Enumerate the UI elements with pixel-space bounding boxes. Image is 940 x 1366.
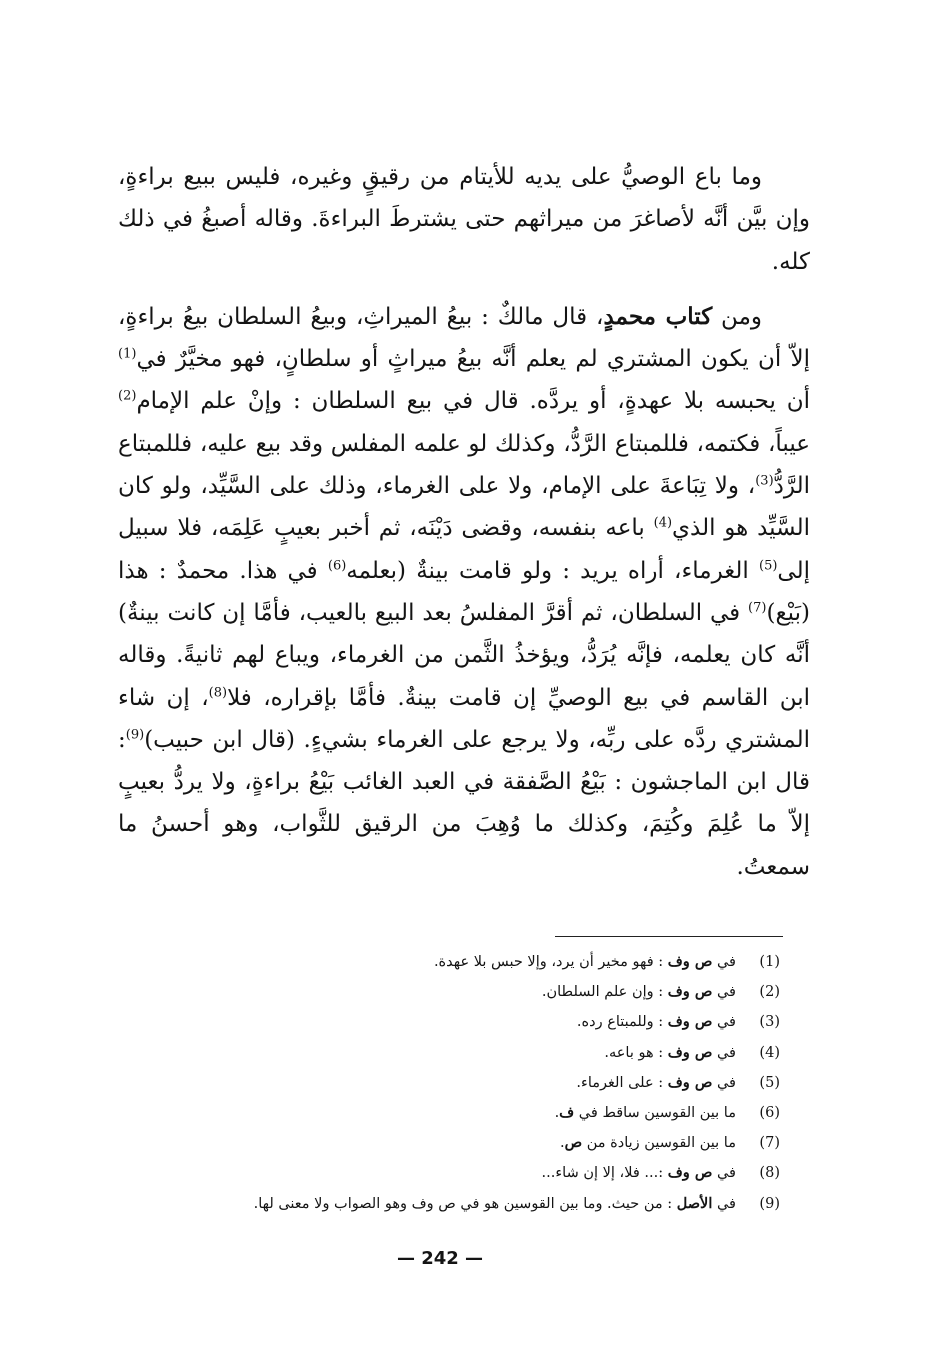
footnote-item [150, 1128, 780, 1158]
footnote-item [150, 1098, 780, 1128]
text-run: في السلطان، ثم أقرَّ المفلسُ بعد البيع بالعيب، فأمَّا إن كانت بينةٌ) أنَّه كان يعلمه، فإنَّه يُرَدُّ، ويؤخذُ الثَّمن من الغرماء، ويباع لهم ثانيةً. وقاله ابن القاسم في بيع الوصيِّ إن قامت بينةٌ. فأمَّا بإقراره، فلا [118, 599, 811, 711]
footnote-text [150, 1098, 736, 1128]
footnote-body: : من حيث. وما بين القوسين هو في ص وف وهو الصواب ولا معنى لها. [253, 1195, 677, 1212]
footnote-text [150, 1158, 736, 1188]
footnote-ref-3[interactable]: (3) [755, 473, 774, 489]
footnote-item [150, 1189, 780, 1219]
text-run: : قال ابن الماجشون : بَيْعُ الصَّفقة في العبد الغائب بَيْعُ براءةٍ، ولا يردُّ بعيبٍ إلاّ ما عُلِمَ وكُتِمَ، وكذلك ما وُهِبَ من الرقيق للثَّواب، وهو أحسنُ ما سمعتُ. [118, 726, 810, 880]
footnote-number: (3) [759, 1014, 780, 1031]
manuscript-siglum: ص وف [667, 1013, 713, 1031]
footnote-number: (9) [759, 1195, 780, 1212]
footnote-divider [555, 936, 783, 937]
footnote-ref-5[interactable]: (5) [758, 558, 778, 574]
paragraph-2 [118, 296, 810, 888]
manuscript-siglum: ص وف [667, 1043, 713, 1061]
footnote-number: (1) [759, 954, 780, 970]
text-run: ومن [712, 303, 762, 330]
footnote-item [150, 1007, 780, 1037]
footnote-body: : على الغرماء. [576, 1074, 668, 1091]
footnote-item [150, 1068, 780, 1098]
text-run: في هذا. محمدٌ : هذا (بَيْع) [118, 557, 810, 626]
footnote-number: (8) [759, 1165, 780, 1182]
footnote-ref-7[interactable]: (7) [748, 600, 767, 616]
text-run: ، ولا تِبَاعةَ على الإمام، ولا على الغرماء، وذلك على السَّيِّد، ولو كان السَّيِّد هو الذي [118, 473, 810, 542]
footnote-prefix: ما بين القوسين زيادة من [582, 1135, 736, 1152]
text-run: باعه بنفسه، وقضى دَيْنَه، ثم أخبر بعيبٍ عَلِمَه، فلا سبيل إلى [118, 515, 810, 584]
footnote-text [150, 1128, 736, 1158]
footnote-text [150, 1068, 736, 1098]
footnote-prefix: في [712, 954, 736, 970]
manuscript-siglum: ص [564, 1134, 583, 1152]
footnote-body: :... فلا، إلا إن شاء... [541, 1165, 668, 1182]
text-run: ، قال مالكٌ : بيعُ الميراثِ، وبيعُ السلطان بيعُ براءةٍ، إلاّ أن يكون المشتري لم يعلم أنَّه بيعُ ميراثٍ أو سلطانٍ، فهو مخيَّرٌ في [118, 303, 810, 373]
footnote-number: (4) [759, 1044, 780, 1061]
footnote-body: : هو باعه. [604, 1044, 668, 1061]
footnote-body: : وإن علم السلطان. [541, 984, 668, 1001]
footnote-text [150, 977, 736, 1007]
footnote-text [150, 1038, 736, 1068]
footnotes-list [150, 947, 780, 1219]
footnote-ref-9[interactable]: (9) [125, 727, 145, 743]
main-text [118, 156, 810, 888]
footnote-prefix: ما بين القوسين ساقط في [574, 1105, 736, 1122]
paragraph-1: وما باع الوصيُّ على يديه للأيتام من رقيقٍ وغيره، فليس ببيع براءةٍ، وإن بيَّن أنَّه لأصاغرَ من ميراثهم حتى يشترطَ البراءةَ. وقاله أصبغُ في ذلك كله. [118, 164, 810, 275]
footnote-number: (6) [759, 1105, 780, 1122]
footnote-body: : فهو مخير أن يرد، وإلا حبس بلا عهدة. [433, 954, 668, 970]
footnote-ref-4[interactable]: (4) [653, 515, 673, 531]
footnote-prefix: في [712, 1195, 736, 1212]
text-run: ، إن شاء المشتري ردَّه على ربِّه، ولا يرجع على الغرماء بشيءٍ. (قال ابن حبيب) [118, 684, 810, 753]
footnote-prefix: في [712, 1044, 736, 1061]
footnote-text [150, 1189, 736, 1219]
footnote-ref-8[interactable]: (8) [208, 684, 228, 700]
footnote-item [150, 977, 780, 1007]
footnote-prefix: في [712, 1014, 736, 1031]
manuscript-siglum: ص وف [667, 953, 713, 970]
footnote-item [150, 1158, 780, 1188]
footnote-body: . [560, 1135, 565, 1152]
manuscript-siglum: ص وف [667, 1164, 713, 1182]
footnote-ref-1[interactable]: (1) [118, 346, 137, 362]
page-number: — 242 — [396, 1248, 484, 1269]
footnote-ref-2[interactable]: (2) [118, 388, 137, 404]
manuscript-siglum: ف [559, 1104, 575, 1122]
footnote-body: : وللمبتاع رده. [576, 1014, 668, 1031]
footnote-prefix: في [712, 984, 736, 1001]
manuscript-siglum: الأصل [676, 1194, 713, 1212]
footnote-text [150, 947, 736, 977]
footnote-number: (2) [759, 984, 780, 1001]
text-run: الغرماء، أراه يريد : ولو قامت بينةٌ (بعلمه [346, 557, 759, 584]
footnote-prefix: في [712, 1074, 736, 1091]
footnote-number: (7) [759, 1135, 780, 1152]
footnote-item [150, 947, 780, 977]
footnote-prefix: في [712, 1165, 736, 1182]
manuscript-siglum: ص وف [667, 1073, 713, 1091]
manuscript-siglum: ص وف [667, 983, 713, 1001]
footnote-ref-6[interactable]: (6) [327, 558, 347, 574]
text-run: عيباً، فكتمه، فللمبتاع الرَّدُّ، وكذلك لو علمه المفلس وقد بيع عليه، فللمبتاع الرَّدُّ [118, 430, 810, 500]
footnote-number: (5) [759, 1074, 780, 1091]
text-run: أن يحبسه بلا عهدةٍ، أو يردَّه. قال في بيع السلطان : وإنْ علم الإمام [136, 388, 810, 415]
footnote-item [150, 1038, 780, 1068]
book-title: كتاب محمدٍ [603, 302, 713, 330]
footnote-body: . [554, 1105, 560, 1122]
footnote-text [150, 1007, 736, 1037]
